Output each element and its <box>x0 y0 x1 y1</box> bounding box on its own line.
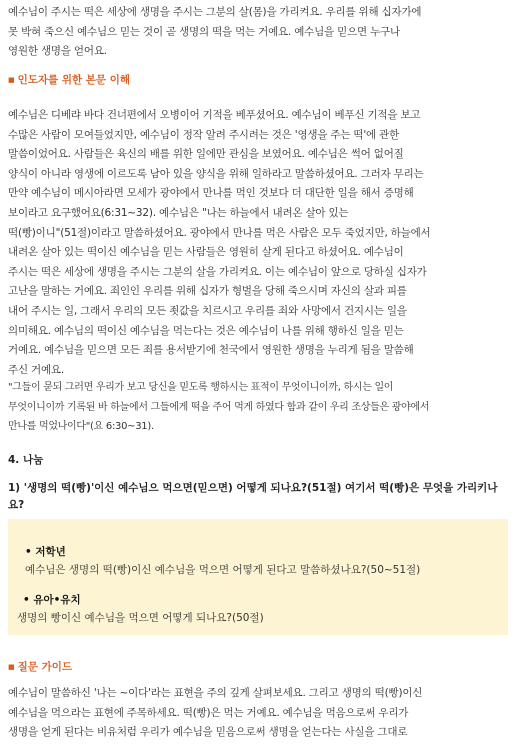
guide-paragraph: 예수님이 말씀하신 '나는 ~이다'라는 표현을 주의 깊게 살펴보세요. 그리고 생명의 떡(빵)이신 예수님을 먹으라는 표현에 주목하세요. 떡(빵)은 먹는 거예요. 예수님을 먹음으로써 우리가 생명을 얻게 된다는 비유처럼 우리가 예수님을 믿음으로써 생명을 얻는다는 사실을 그대로 <box>8 687 423 739</box>
section-heading-guide-text: 질문 가이드 <box>17 661 72 673</box>
body-paragraph: 예수님은 디베랴 바다 건너편에서 오병이어 기적을 베푸셨어요. 예수님이 베푸신 기적을 보고 수많은 사람이 모여들었지만, 예수님이 정작 알려 주시려는 것은 '영생을 주는 떡'에 관한 말씀이었어요. 사람들은 육신의 배를 위한 일에만 관심을 보였어요. 예수님은 썩어 없어질 양식이 아니라 영생에 이르도록 남아 있을 양식을 위해 일하라고 말씀하셨어요. 그러자 무리는 만약 예수님이 메시아라면 모세가 광야에서 만나를 먹인 것보다 더 대단한 일을 해서 증명해 보이라고 요구했어요(6:31~32). 예수님은 "나는 하늘에서 내려온 살아 있는 떡(빵)이니"(51절)이라고 말씀하셨어요. 광야에서 만나를 먹은 사람은 모두 죽었지만, 하늘에서 내려온 살아 있는 떡이신 예수님을 믿는 사람들은 영원히 살게 된다고 하셨어요. 예수님이 주시는 떡은 세상에 생명을 주시는 그분의 살을 가리켜요. 이는 예수님이 앞으로 당하실 십자가 고난을 말하는 거예요. 죄인인 우리를 위해 십자가 형벌을 당해 죽으시며 자신의 살과 피를 내어 주시는 일, 그래서 우리의 모든 죗값을 치르시고 우리를 죄와 사망에서 건지시는 일을 의미해요. 예수님의 떡이신 예수님을 먹는다는 것은 예수님이 나를 위해 행하신 일을 믿는 거예요. 예수님을 믿으면 모든 죄를 용서받기에 천국에서 영원한 생명을 누리게 됨을 말씀해 주신 거예요. <box>8 109 431 376</box>
intro-paragraph: 예수님이 주시는 떡은 세상에 생명을 주시는 그분의 살(몸)을 가리켜요. 우리를 위해 십자가에 못 박혀 죽으신 예수님으 믿는 것이 곧 생명의 떡을 먹는 거예요. 예수님을 믿으면 누구나 영원한 생명을 얻어요. <box>8 6 422 58</box>
preschool-question: 생명의 빵이신 예수님을 먹으면 어떻게 되나요?(50절) <box>17 612 264 624</box>
quote-line: 무엇이니이까 기록된 바 하늘에서 그들에게 떡을 주어 먹게 하였다 함과 같이 우리 조상들은 광야에서 <box>8 401 430 413</box>
section-heading-leader-text: 인도자를 위한 본문 이해 <box>17 74 131 86</box>
age-group-box <box>8 519 508 635</box>
section-heading-leader <box>8 72 130 87</box>
quote-line: "그들이 묻되 그러면 우리가 보고 당신을 믿도록 행하시는 표적이 무엇이니이까, 하시는 일이 <box>8 382 394 393</box>
quote-line: 만나를 먹었나이다"(요 6:30~31). <box>8 421 154 433</box>
lower-grade-label: • 저학년 <box>25 546 66 558</box>
lower-grade-question: 예수님은 생명의 떡(빵)이신 예수님을 먹으면 어떻게 된다고 말씀하셨나요?(50~51절) <box>25 564 421 576</box>
square-bullet-icon: ■ <box>8 663 15 671</box>
scripture-quote <box>8 378 508 437</box>
square-bullet-icon: ■ <box>8 76 15 84</box>
sharing-heading: 4. 나눔 <box>8 454 44 466</box>
preschool-label: • 유아•유치 <box>23 594 81 606</box>
section-heading-guide <box>8 659 72 674</box>
sharing-question: 1) '생명의 떡(빵)'이신 예수님으 먹으면(믿으면) 어떻게 되나요?(51절) 여기서 떡(빵)은 무엇을 가리키나요? <box>8 482 498 511</box>
